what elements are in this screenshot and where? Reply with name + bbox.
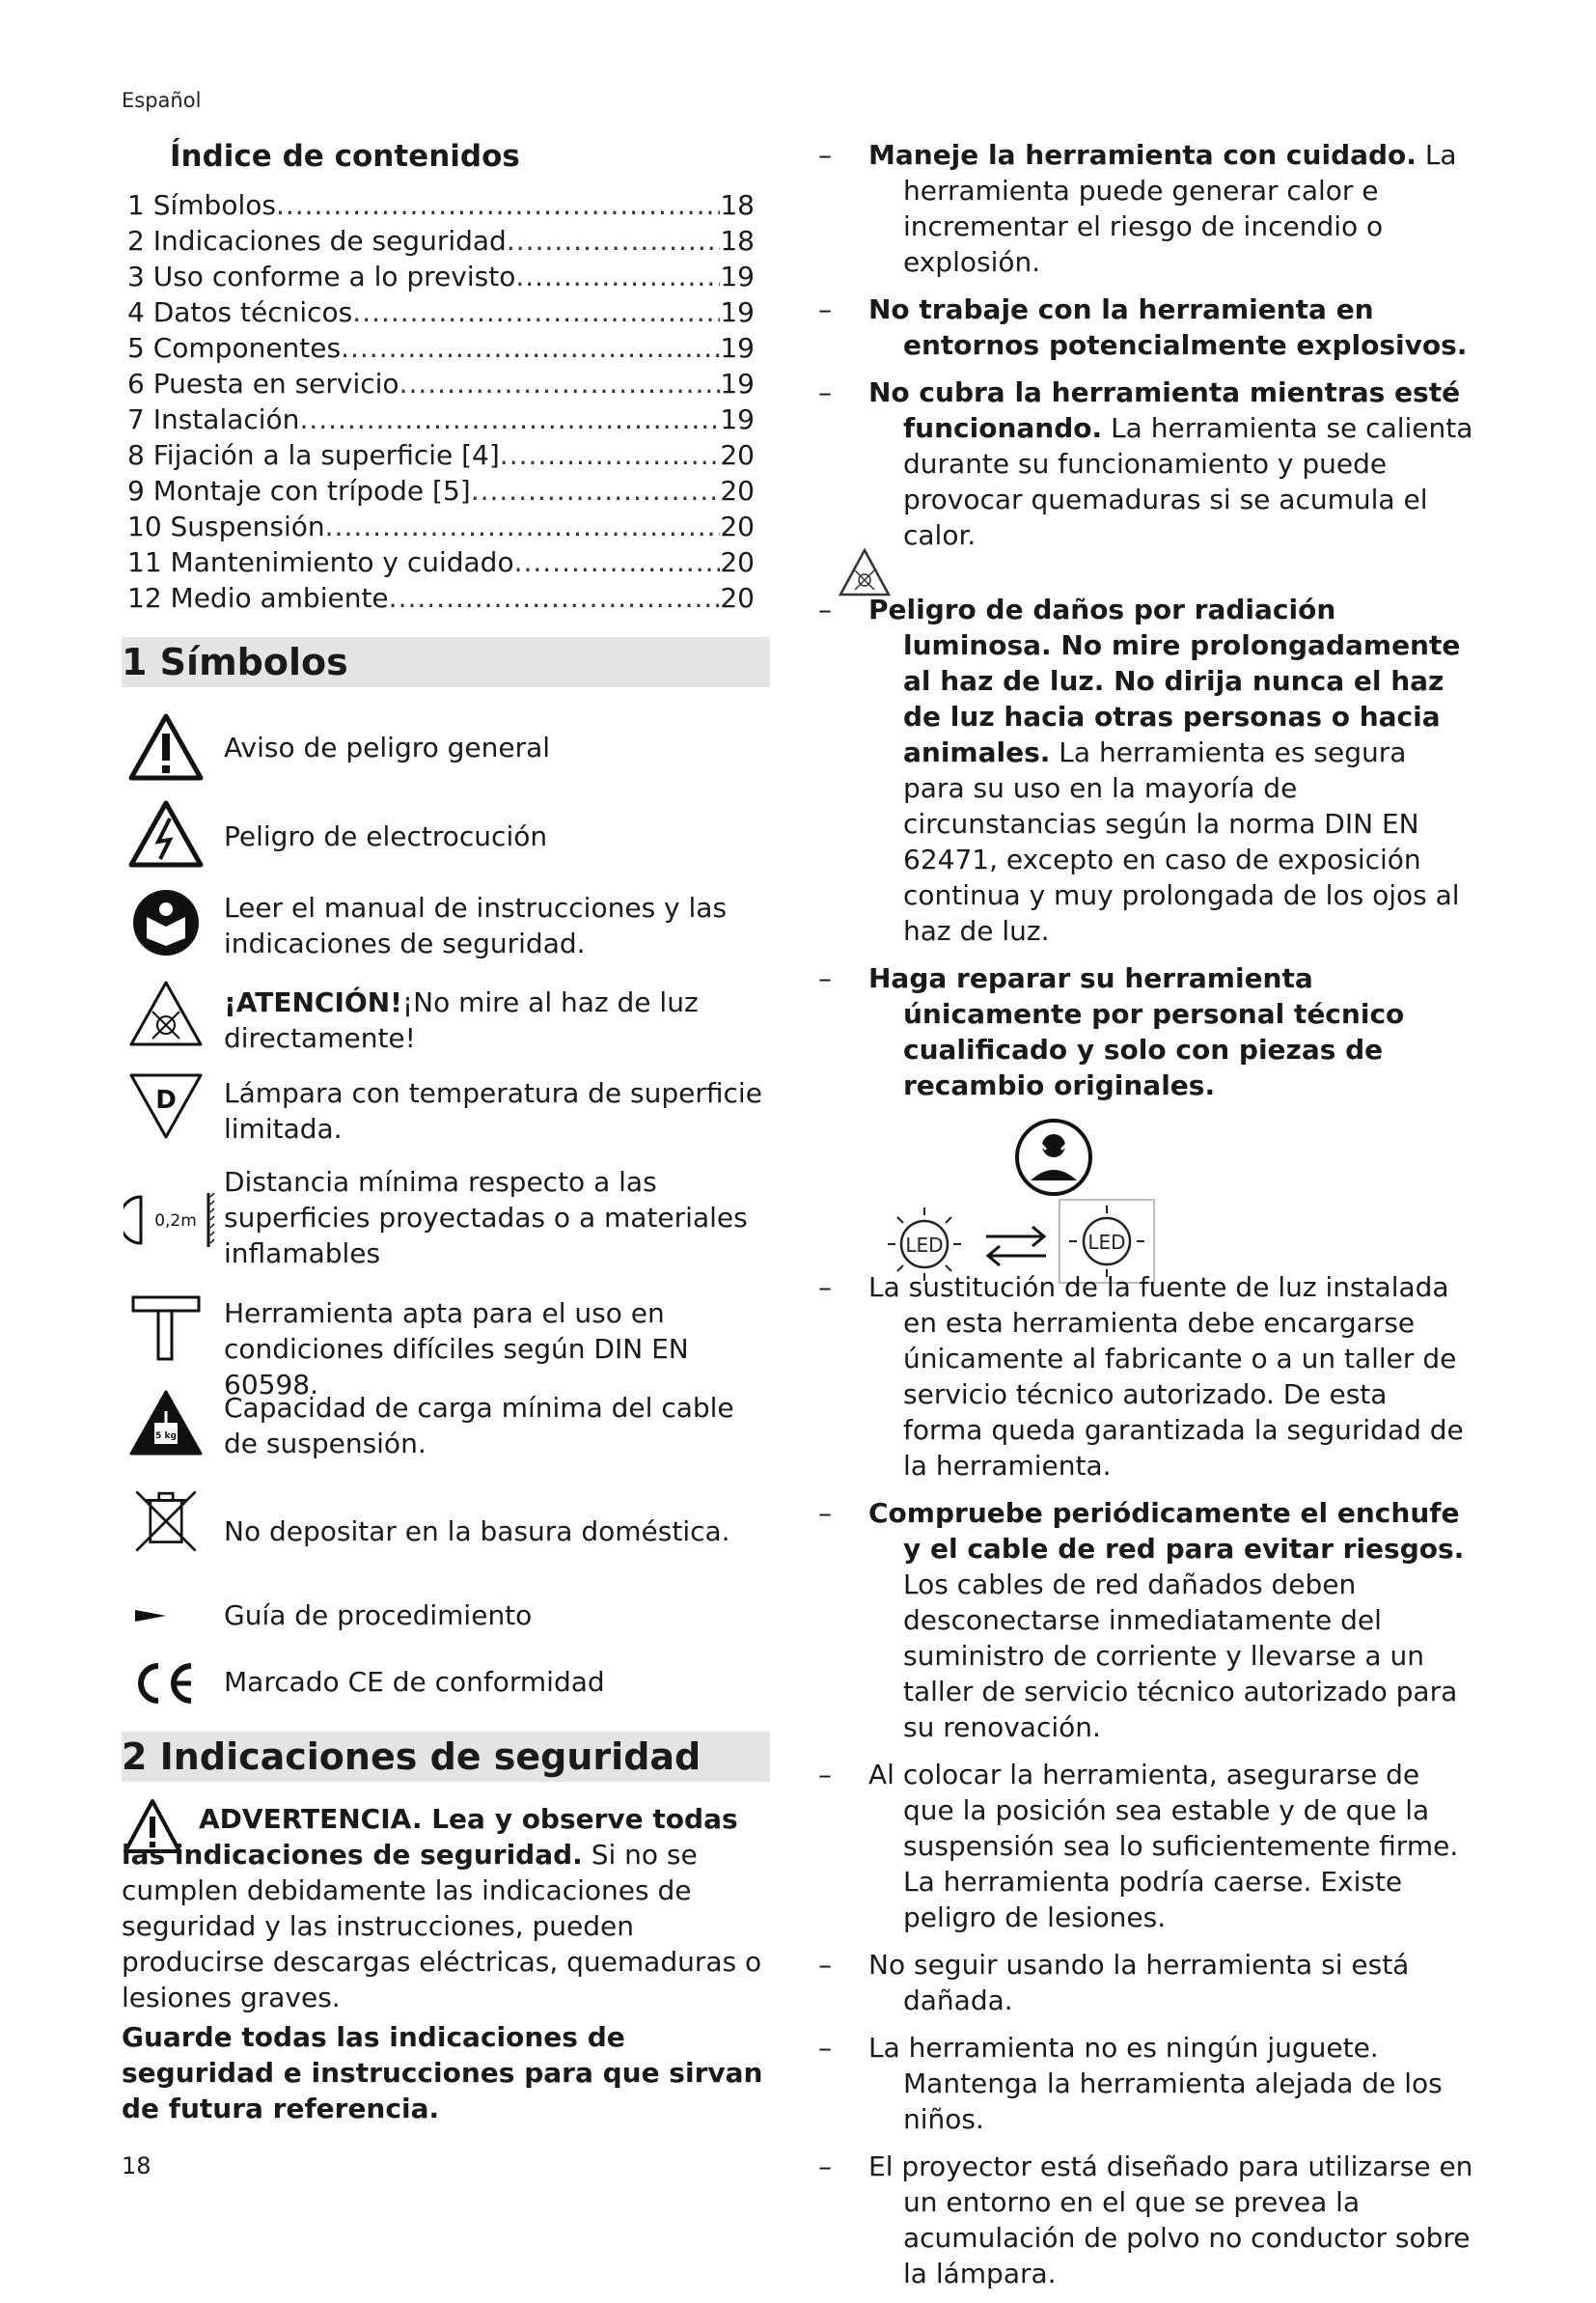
arrow-pointer-icon bbox=[127, 1596, 205, 1635]
list-item: – Haga reparar su herramienta únicamente por personal técnico cualificado y solo con piezas de recambio originales. bbox=[818, 962, 1405, 1101]
min-distance-icon bbox=[124, 1185, 216, 1255]
toc-title: Índice de contenidos bbox=[170, 139, 520, 174]
toc-item: 12 Medio ambiente ..... 20 bbox=[127, 580, 755, 616]
load-capacity-icon bbox=[127, 1388, 205, 1457]
toc-item: 9 Montaje con trípode [5] ..... 20 bbox=[127, 473, 755, 509]
safety-list bbox=[818, 137, 1474, 2303]
list-item: – No trabaje con la herramienta en entornos potencialmente explosivos. bbox=[818, 293, 1468, 361]
document-language: Español bbox=[122, 89, 202, 112]
list-item: – Peligro de daños por radiación luminosa. No mire prolongadamente al haz de luz. No dirija nunca el haz de luz hacia otras personas o hacia animales. La herramienta es segura para su uso en la mayoría de circunstancias según la norma DIN EN 62471, excepto en caso de exposición continua y muy prolongada de los ojos al haz de luz. bbox=[818, 592, 1474, 949]
d-triangle-icon bbox=[127, 1071, 205, 1141]
read-manual-icon bbox=[127, 888, 205, 957]
electrocution-icon bbox=[127, 799, 205, 869]
toc-list bbox=[127, 187, 755, 616]
list-item: – Compruebe periódicamente el enchufe y el cable de red para evitar riesgos. Los cables de red dañados deben desconectarse inmediatamente del suministro de corriente y llevarse a un taller de servicio técnico autorizado para su renovación. bbox=[818, 1497, 1465, 1743]
list-item: – No cubra la herramienta mientras esté funcionando. La herramienta se calienta durante su funcionamiento y puede provocar quemaduras si se acumula el calor. bbox=[818, 376, 1473, 551]
symbol-description: Capacidad de carga mínima del cable de suspensión. bbox=[224, 1392, 734, 1459]
list-item: – Maneje la herramienta con cuidado. La herramienta puede generar calor e incrementar el riesgo de incendio o explosión. bbox=[818, 139, 1457, 278]
toc-item: 6 Puesta en servicio ..... 19 bbox=[127, 366, 755, 402]
toc-item: 8 Fijación a la superficie [4] ..... 20 bbox=[127, 437, 755, 473]
light-radiation-icon bbox=[127, 979, 205, 1048]
symbol-description: Herramienta apta para el uso en condiciones difíciles según DIN EN 60598. bbox=[224, 1297, 689, 1401]
toc-item: 11 Mantenimiento y cuidado ..... 20 bbox=[127, 544, 755, 580]
exchange-arrows-icon bbox=[982, 1223, 1050, 1269]
section-heading-seguridad: 2 Indicaciones de seguridad bbox=[122, 1732, 770, 1782]
hammer-icon bbox=[127, 1293, 205, 1363]
led-replacement-illustration bbox=[878, 1115, 1474, 1285]
toc-item: 3 Uso conforme a lo previsto ..... 19 bbox=[127, 259, 755, 294]
warning-triangle-icon bbox=[127, 712, 205, 782]
service-technician-icon bbox=[1013, 1117, 1094, 1198]
page-number: 18 bbox=[122, 2152, 151, 2179]
list-item: – La herramienta no es ningún juguete. Mantenga la herramienta alejada de los niños. bbox=[818, 2032, 1443, 2135]
light-radiation-icon bbox=[838, 547, 892, 597]
toc-item: 2 Indicaciones de seguridad ..... 18 bbox=[127, 223, 755, 259]
section-heading-simbolos: 1 Símbolos bbox=[122, 637, 770, 687]
ce-mark-icon bbox=[127, 1656, 205, 1710]
symbol-description: No depositar en la basura doméstica. bbox=[224, 1515, 730, 1547]
svg-text:D: D bbox=[155, 1086, 177, 1115]
toc-item: 10 Suspensión ..... 20 bbox=[127, 509, 755, 544]
symbol-description: Peligro de electrocución bbox=[224, 820, 548, 852]
crossed-bin-icon bbox=[127, 1486, 205, 1556]
symbol-description: Marcado CE de conformidad bbox=[224, 1666, 605, 1698]
svg-text:LED: LED bbox=[1087, 1231, 1126, 1254]
symbol-description: Aviso de peligro general bbox=[224, 732, 551, 763]
svg-text:LED: LED bbox=[905, 1234, 944, 1257]
symbol-description: Leer el manual de instrucciones y las indicaciones de seguridad. bbox=[224, 892, 728, 959]
list-item: – Al colocar la herramienta, asegurarse de que la posición sea estable y de que la suspensión sea lo suficientemente firme. La herramienta podría caerse. Existe peligro de lesiones. bbox=[818, 1759, 1459, 1933]
safety-intro bbox=[122, 1801, 770, 2126]
symbol-description: Guía de procedimiento bbox=[224, 1599, 533, 1631]
toc-item: 4 Datos técnicos ..... 19 bbox=[127, 294, 755, 330]
list-item: – La sustitución de la fuente de luz instalada en esta herramienta debe encargarse únicamente al fabricante o a un taller de servicio técnico autorizado. De esta forma queda garantizada la seguridad de la herramienta. bbox=[818, 1271, 1464, 1482]
toc-item: 5 Componentes ..... 19 bbox=[127, 330, 755, 366]
toc-item: 1 Símbolos ..... 18 bbox=[127, 187, 755, 223]
svg-text:5 kg: 5 kg bbox=[155, 1431, 177, 1441]
symbol-description: Distancia mínima respecto a las superficies proyectadas o a materiales inflamables bbox=[224, 1166, 748, 1269]
toc-item: 7 Instalación ..... 19 bbox=[127, 402, 755, 437]
symbol-description: ¡ATENCIÓN!¡No mire al haz de luz directamente! bbox=[224, 986, 699, 1054]
list-item: – No seguir usando la herramienta si está dañada. bbox=[818, 1949, 1410, 2016]
list-item: – El proyector está diseñado para utilizarse en un entorno en el que se prevea la acumulación de polvo no conductor sobre la lámpara. bbox=[818, 2150, 1473, 2289]
svg-text:0,2m: 0,2m bbox=[154, 1211, 197, 1231]
keep-instructions-note: Guarde todas las indicaciones de seguridad e instrucciones para que sirvan de futura referencia. bbox=[122, 2021, 763, 2124]
symbol-description: Lámpara con temperatura de superficie limitada. bbox=[224, 1077, 762, 1145]
warning-paragraph: ADVERTENCIA. Lea y observe todas las indicaciones de seguridad. Si no se cumplen debidamente las indicaciones de seguridad y las instrucciones, pueden producirse descargas eléctricas, quemaduras o lesiones graves. bbox=[122, 1803, 762, 2013]
